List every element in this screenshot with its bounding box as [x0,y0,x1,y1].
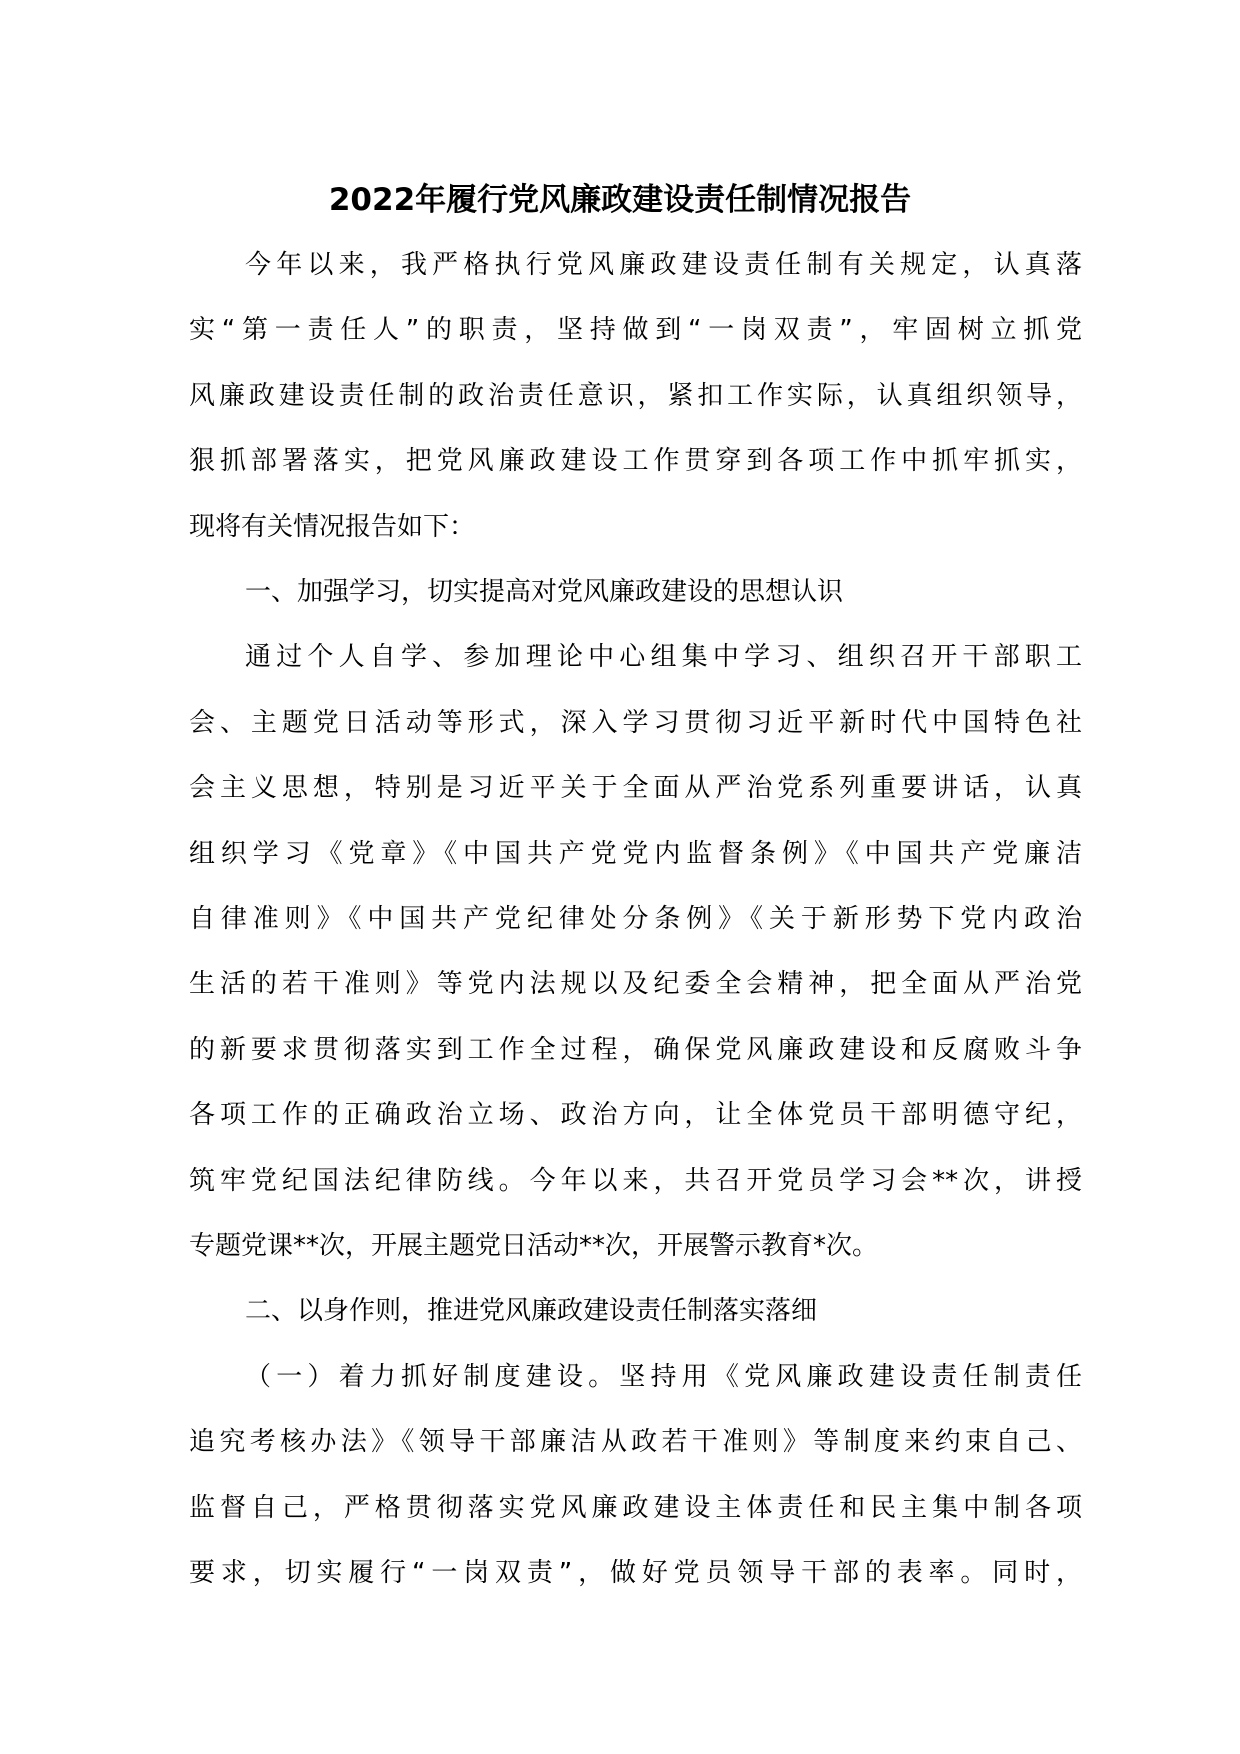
text-line: 的新要求贯彻落实到工作全过程，确保党风廉政建设和反腐败斗争 [189,1034,1082,1065]
text-line: 实“第一责任人”的职责，坚持做到“一岗双责”，牢固树立抓党 [189,315,1082,346]
text-line: （一）着力抓好制度建设。坚持用《党风廉政建设责任制责任 [245,1361,1082,1392]
text-line: 今年以来，我严格执行党风廉政建设责任制有关规定，认真落 [245,250,1082,280]
text-line: 专题党课**次，开展主题党日活动**次，开展警示教育*次。 [189,1231,879,1261]
text-line: 追究考核办法》《领导干部廉洁从政若干准则》等制度来约束自己、 [189,1427,1082,1458]
text-line: 自律准则》《中国共产党纪律处分条例》《关于新形势下党内政治 [189,904,1082,934]
document-title: 2022年履行党风廉政建设责任制情况报告 [328,182,912,218]
text-line: 各项工作的正确政治立场、政治方向，让全体党员干部明德守纪， [189,1100,1082,1131]
text-line: 一、加强学习，切实提高对党风廉政建设的思想认识 [245,577,844,607]
text-line: 要求，切实履行“一岗双责”，做好党员领导干部的表率。同时， [189,1558,1082,1588]
text-line: 狠抓部署落实，把党风廉政建设工作贯穿到各项工作中抓牢抓实， [189,446,1082,477]
text-line: 组织学习《党章》《中国共产党党内监督条例》《中国共产党廉洁 [189,838,1082,869]
text-line: 会、主题党日活动等形式，深入学习贯彻习近平新时代中国特色社 [189,707,1082,738]
text-line: 生活的若干准则》等党内法规以及纪委全会精神，把全面从严治党 [189,969,1082,1000]
text-line: 筑牢党纪国法纪律防线。今年以来，共召开党员学习会**次，讲授 [189,1165,1082,1196]
text-line: 二、以身作则，推进党风廉政建设责任制落实落细 [245,1296,818,1327]
text-line: 现将有关情况报告如下： [189,511,476,542]
text-line: 监督自己，严格贯彻落实党风廉政建设主体责任和民主集中制各项 [189,1492,1082,1523]
text-line: 通过个人自学、参加理论中心组集中学习、组织召开干部职工 [245,642,1082,673]
text-line: 会主义思想，特别是习近平关于全面从严治党系列重要讲话，认真 [189,773,1082,804]
text-line: 风廉政建设责任制的政治责任意识，紧扣工作实际，认真组织领导， [189,380,1082,411]
